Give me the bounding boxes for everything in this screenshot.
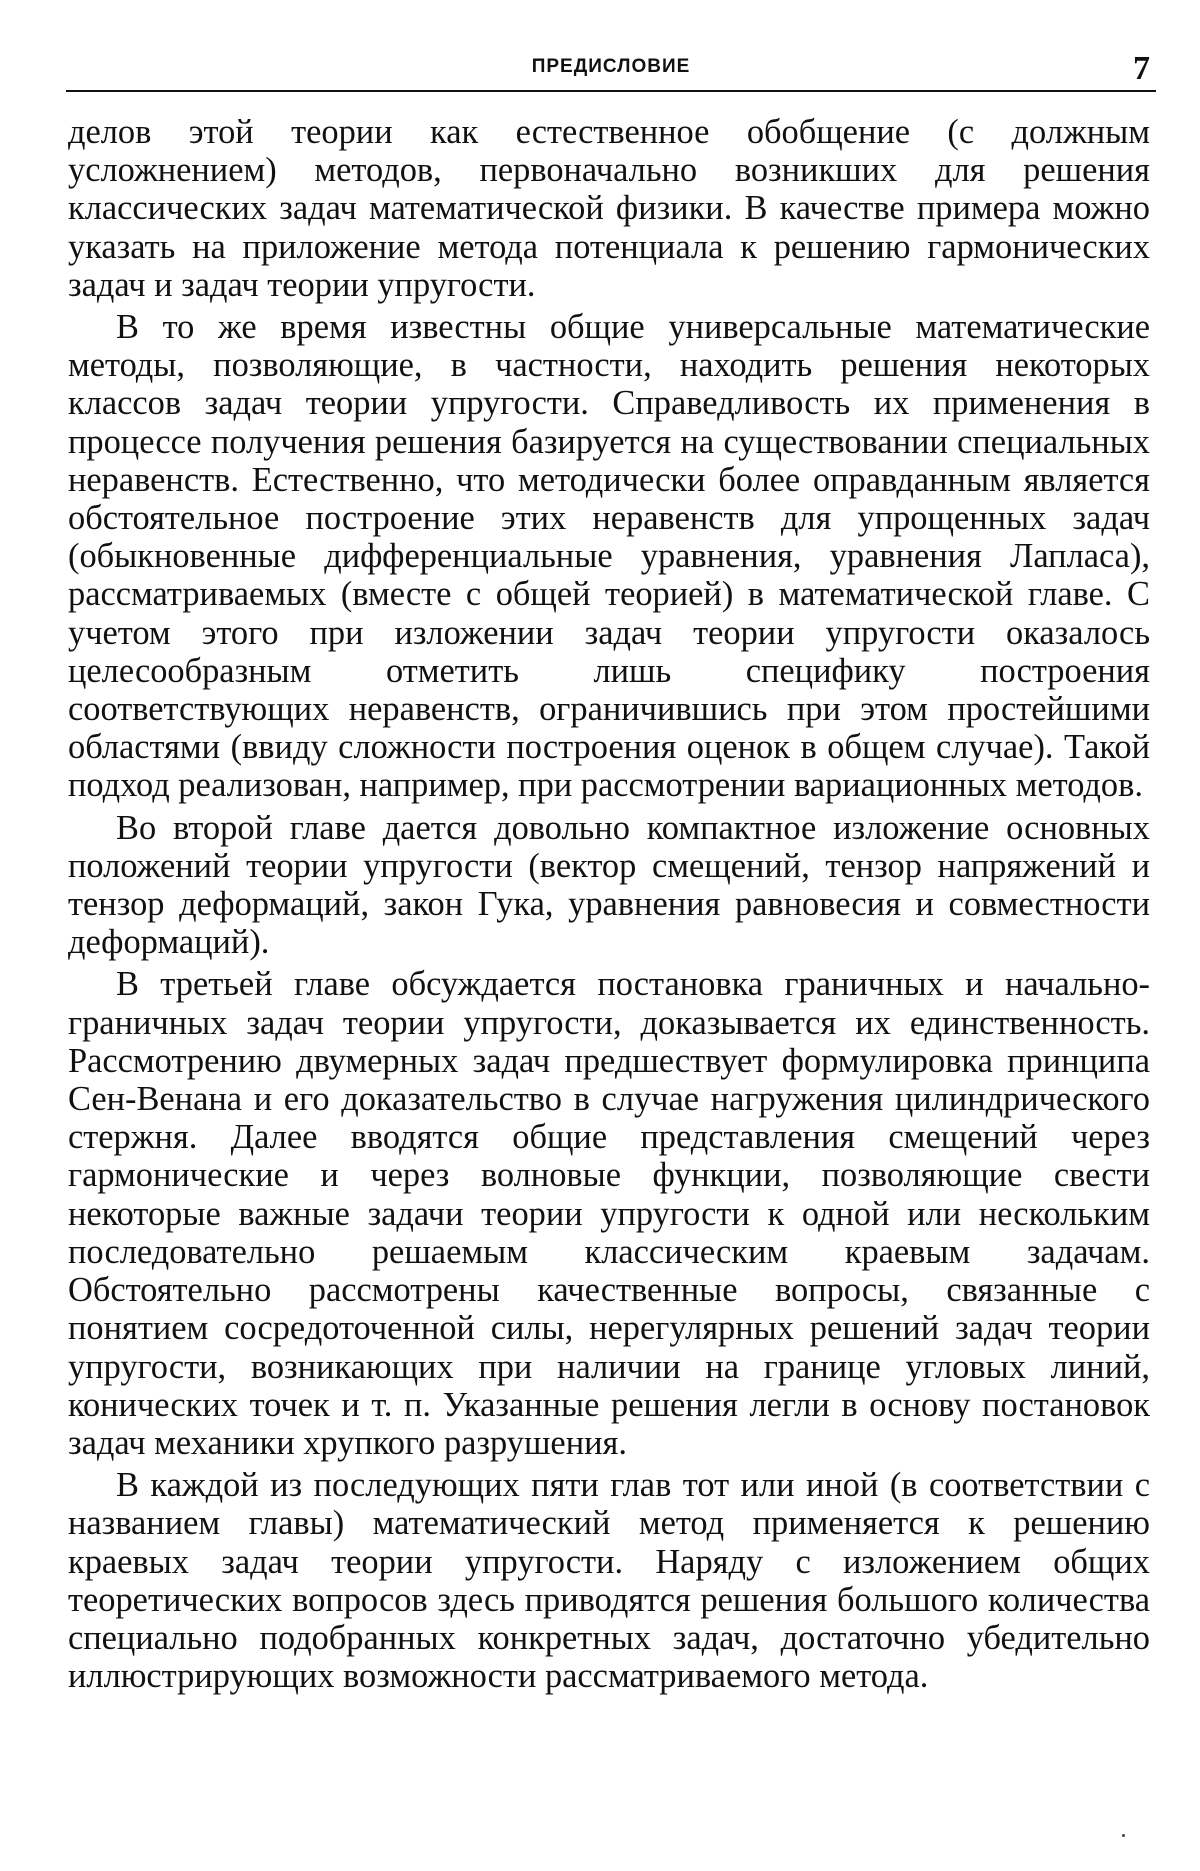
paragraph-4: В третьей главе обсуждается постановка граничных и начально-граничных задач теории упругости, доказывается их единственность. Рассмотрению двумерных задач предшествует формулировка принципа Сен-Венана и его доказательство в случае нагружения цилиндрического стержня. Далее вводятся общие представления смещений через гармонические и через волновые функции, позволяющие свести некоторые важные задачи теории упругости к одной или нескольким последовательно решаемым классическим краевым задачам. Обстоятельно рассмотрены качественные вопросы, связанные с понятием сосредоточенной силы, нерегулярных решений задач теории упругости, возникающих при наличии на границе угловых линий, конических точек и т. п. Указанные решения легли в основу постановок задач механики хрупкого разрушения.	[68, 965, 1150, 1462]
paragraph-1-continuation: делов этой теории как естественное обобщение (с должным усложнением) методов, первоначально возникших для решения классических задач математической физики. В качестве примера можно указать на приложение метода потенциала к решению гармонических задач и задач теории упругости.	[68, 113, 1150, 304]
running-head	[66, 50, 1156, 96]
running-title: ПРЕДИСЛОВИЕ	[531, 56, 691, 77]
paragraph-2: В то же время известны общие универсальные математические методы, позволяющие, в частности, находить решения некоторых классов задач теории упругости. Справедливость их применения в процессе получения решения базируется на существовании специальных неравенств. Естественно, что методически более оправданным является обстоятельное построение этих неравенств для упрощенных задач (обыкновенные дифференциальные уравнения, уравнения Лапласа), рассматриваемых (вместе с общей теорией) в математической главе. С учетом этого при изложении задач теории упругости оказалось целесообразным отметить лишь специфику построения соответствующих неравенств, ограничившись при этом простейшими областями (ввиду сложности построения оценок в общем случае). Такой подход реализован, например, при рассмотрении вариационных методов.	[68, 308, 1150, 805]
text-body	[68, 113, 1150, 1695]
page-number: 7	[1133, 50, 1150, 87]
print-speck	[1122, 1834, 1125, 1837]
paragraph-3: Во второй главе дается довольно компактное изложение основных положений теории упругости (вектор смещений, тензор напряжений и тензор деформаций, закон Гука, уравнения равновесия и совместности деформаций).	[68, 808, 1150, 962]
paragraph-5: В каждой из последующих пяти глав тот или иной (в соответствии с названием главы) математический метод применяется к решению краевых задач теории упругости. Наряду с изложением общих теоретических вопросов здесь приводятся решения большого количества специально подобранных конкретных задач, достаточно убедительно иллюстрирующих возможности рассматриваемого метода.	[68, 1466, 1150, 1696]
header-rule	[66, 90, 1156, 92]
